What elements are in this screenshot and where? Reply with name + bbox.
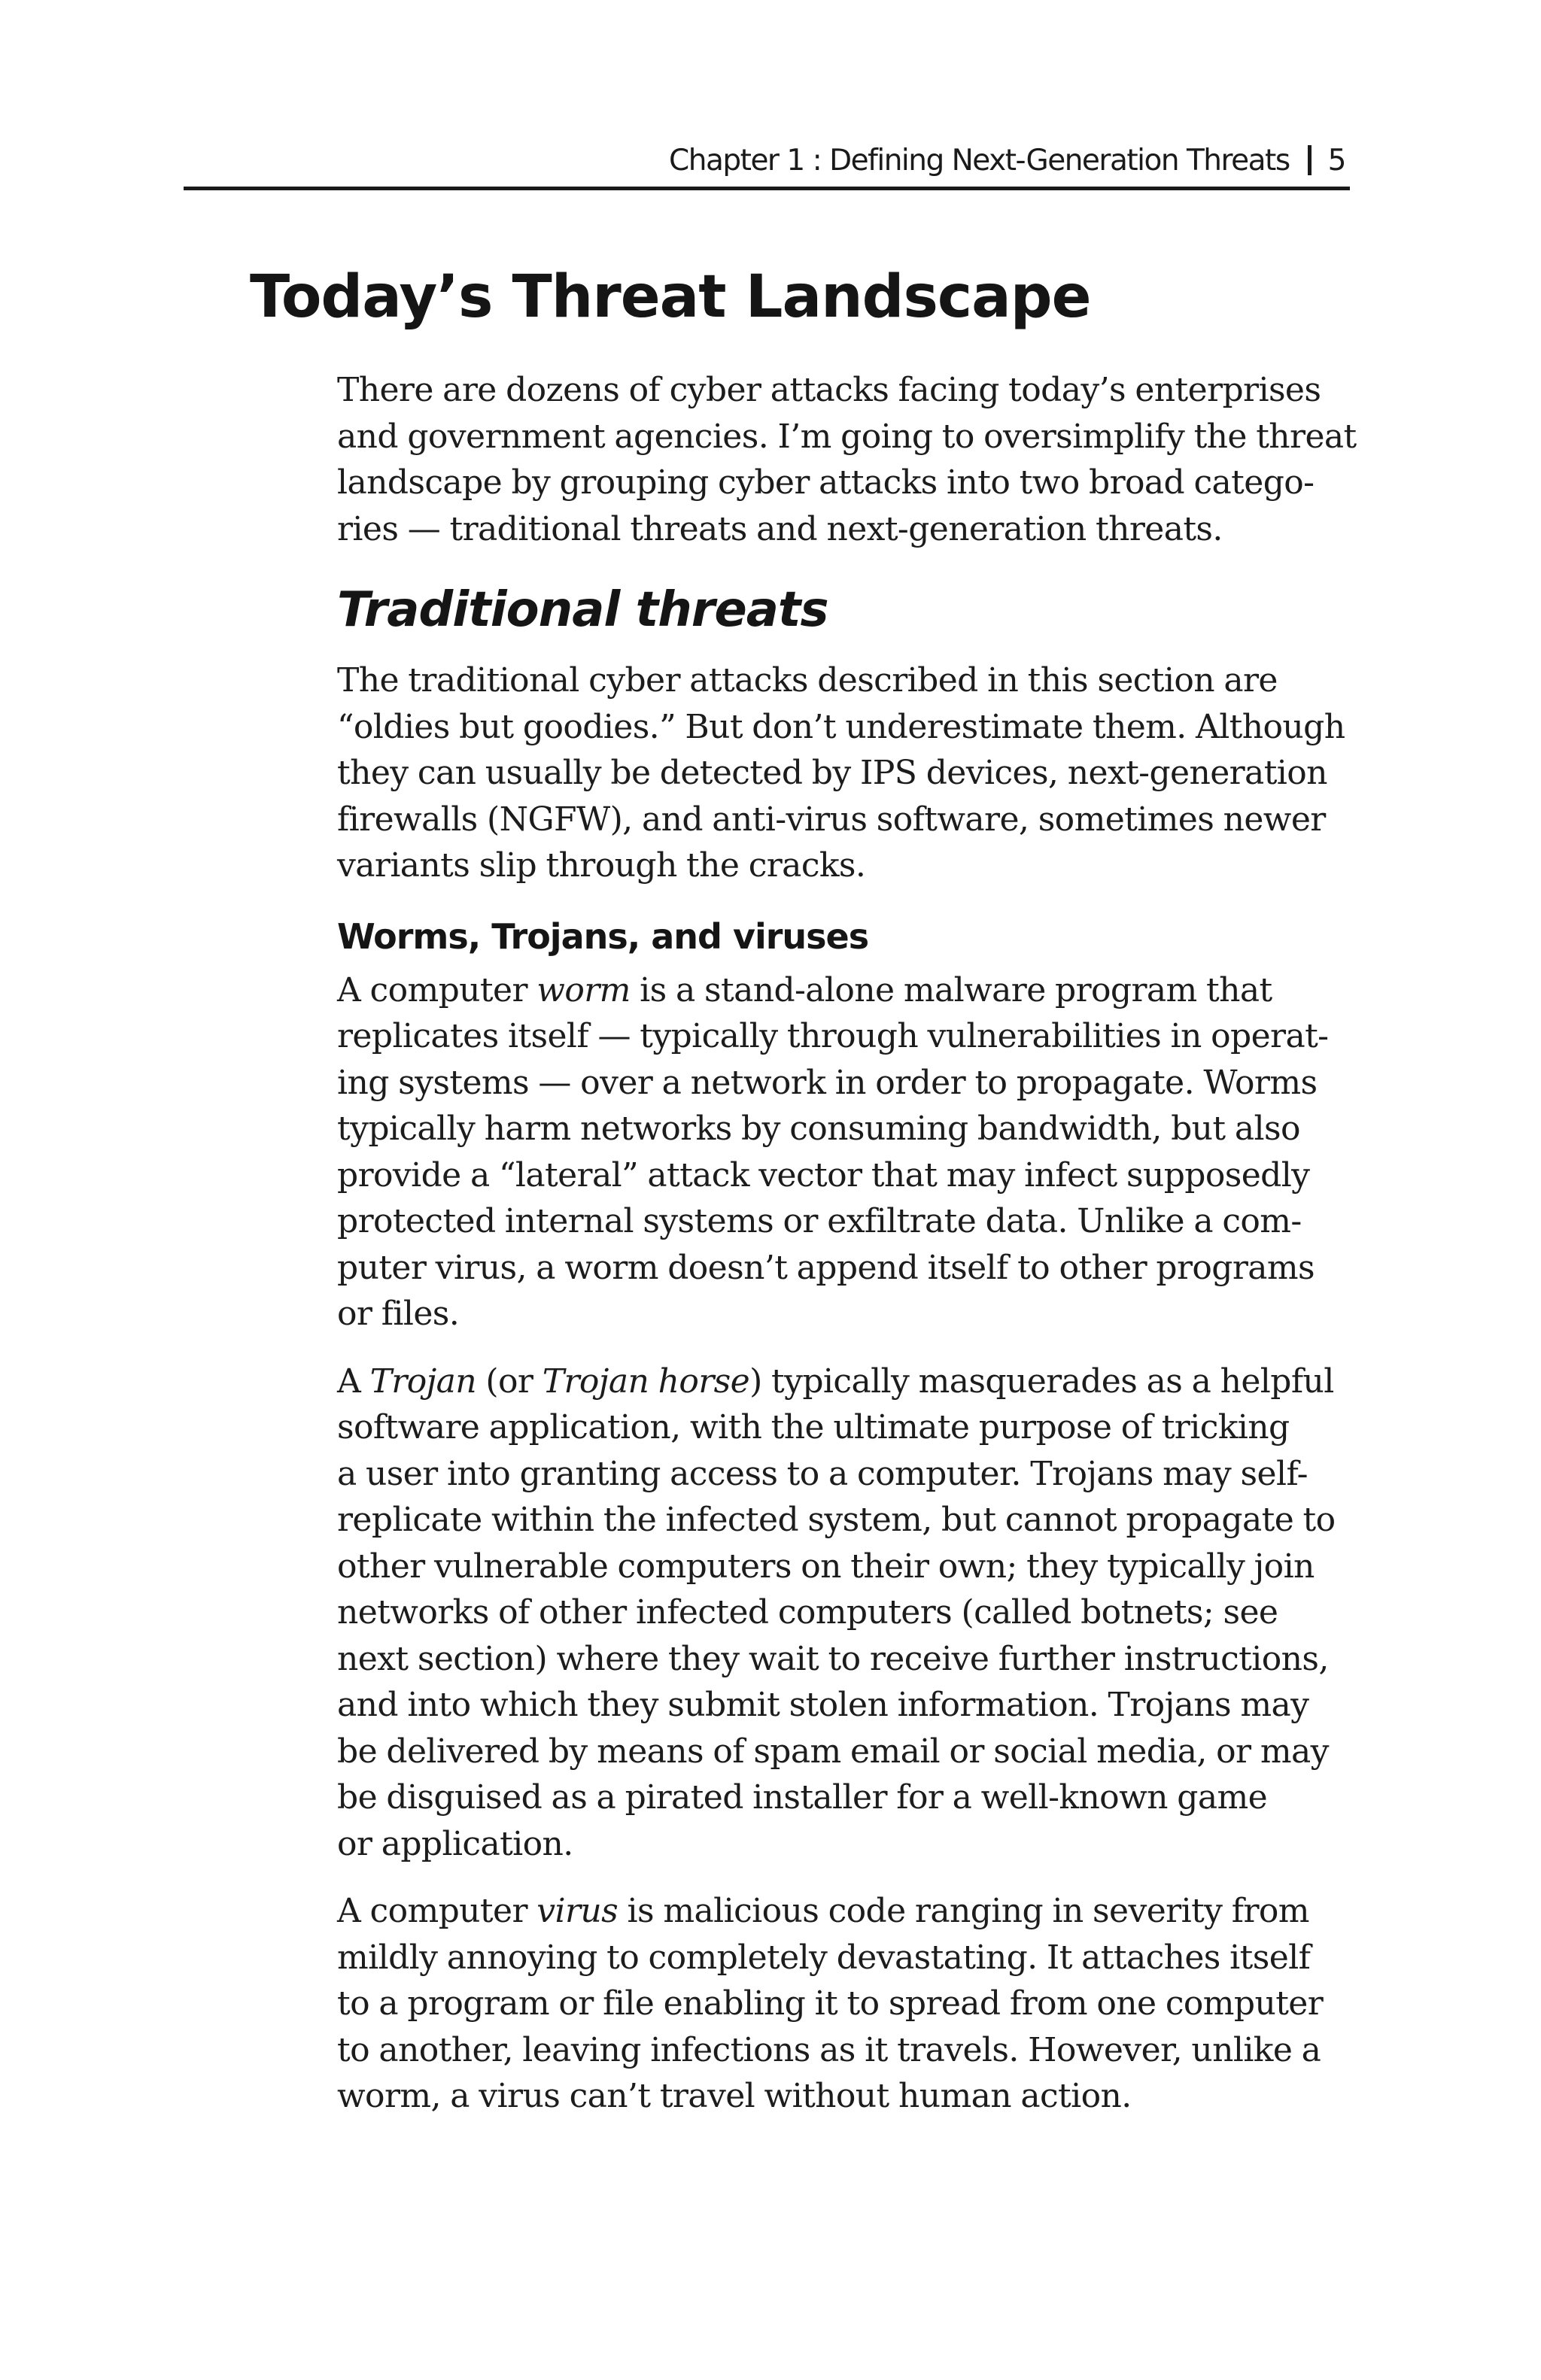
text-line: [337, 1888, 1375, 1935]
text-line: provide a “lateral” attack vector that may infect supposedly: [337, 1155, 1310, 1195]
text-line: software application, with the ultimate purpose of tricking: [337, 1408, 1290, 1447]
term-trojan: Trojan: [369, 1362, 477, 1401]
text-run: A: [337, 1362, 370, 1401]
term-virus: virus: [536, 1892, 619, 1930]
virus-paragraph: [337, 1888, 1375, 2120]
text-run: ) typically masquerades as a helpful: [749, 1362, 1334, 1401]
text-line: landscape by grouping cyber attacks into two broad catego-: [337, 463, 1315, 502]
worm-paragraph: [337, 967, 1375, 1337]
text-line: [337, 1358, 1375, 1405]
text-line: other vulnerable computers on their own; they typically join: [337, 1547, 1315, 1586]
text-line: There are dozens of cyber attacks facing today’s enterprises: [337, 371, 1321, 409]
text-line: next section) where they wait to receive further instructions,: [337, 1639, 1329, 1678]
text-line: replicate within the infected system, but cannot propagate to: [337, 1501, 1336, 1539]
text-line: ries — traditional threats and next-generation threats.: [337, 509, 1223, 548]
text-line: The traditional cyber attacks described in this section are: [337, 661, 1278, 700]
text-line: worm, a virus can’t travel without human action.: [337, 2077, 1132, 2115]
text-line: variants slip through the cracks.: [337, 846, 866, 885]
text-line: and government agencies. I’m going to oversimplify the threat: [337, 417, 1357, 456]
traditional-paragraph: [337, 657, 1375, 889]
running-head: [184, 134, 1350, 190]
term-trojan-horse: Trojan horse: [542, 1362, 750, 1401]
page-number: 5: [1327, 143, 1345, 178]
text-line: be disguised as a pirated installer for a well-known game: [337, 1778, 1268, 1817]
intro-paragraph: [337, 367, 1375, 552]
text-run: is malicious code ranging in severity from: [618, 1892, 1309, 1930]
text-run: (or: [476, 1362, 543, 1401]
text-line: puter virus, a worm doesn’t append itself to other programs: [337, 1248, 1315, 1287]
text-line: be delivered by means of spam email or social media, or may: [337, 1732, 1329, 1771]
text-line: or files.: [337, 1295, 460, 1333]
text-run: A computer: [337, 970, 537, 1009]
body-column: [337, 367, 1375, 2120]
text-line: they can usually be detected by IPS devices, next-generation: [337, 754, 1327, 792]
text-line: and into which they submit stolen information. Trojans may: [337, 1686, 1309, 1724]
text-line: “oldies but goodies.” But don’t underestimate them. Although: [337, 707, 1345, 746]
text-run: A computer: [337, 1892, 537, 1930]
text-line: mildly annoying to completely devastating. It attaches itself: [337, 1938, 1311, 1977]
worms-trojans-viruses-heading: Worms, Trojans, and viruses: [337, 915, 869, 957]
text-line: to another, leaving infections as it travels. However, unlike a: [337, 2030, 1321, 2069]
text-line: firewalls (NGFW), and anti-virus software, sometimes newer: [337, 800, 1326, 839]
trojan-paragraph: [337, 1358, 1375, 1868]
text-line: [337, 967, 1375, 1014]
text-line: replicates itself — typically through vulnerabilities in operat-: [337, 1017, 1329, 1055]
text-line: protected internal systems or exfiltrate data. Unlike a com-: [337, 1202, 1302, 1240]
chapter-title: Chapter 1 : Defining Next-Generation Threats: [669, 143, 1290, 178]
traditional-threats-heading: Traditional threats: [337, 582, 828, 638]
term-worm: worm: [536, 970, 631, 1009]
text-line: to a program or file enabling it to spread from one computer: [337, 1984, 1324, 2023]
section-title: Today’s Threat Landscape: [250, 263, 1091, 331]
text-line: typically harm networks by consuming bandwidth, but also: [337, 1110, 1300, 1148]
text-line: or application.: [337, 1824, 573, 1863]
text-line: ing systems — over a network in order to propagate. Worms: [337, 1063, 1318, 1102]
text-line: networks of other infected computers (called botnets; see: [337, 1593, 1278, 1632]
running-head-separator: [1308, 145, 1312, 175]
text-run: is a stand-alone malware program that: [630, 970, 1272, 1009]
text-line: a user into granting access to a computer. Trojans may self-: [337, 1454, 1308, 1493]
